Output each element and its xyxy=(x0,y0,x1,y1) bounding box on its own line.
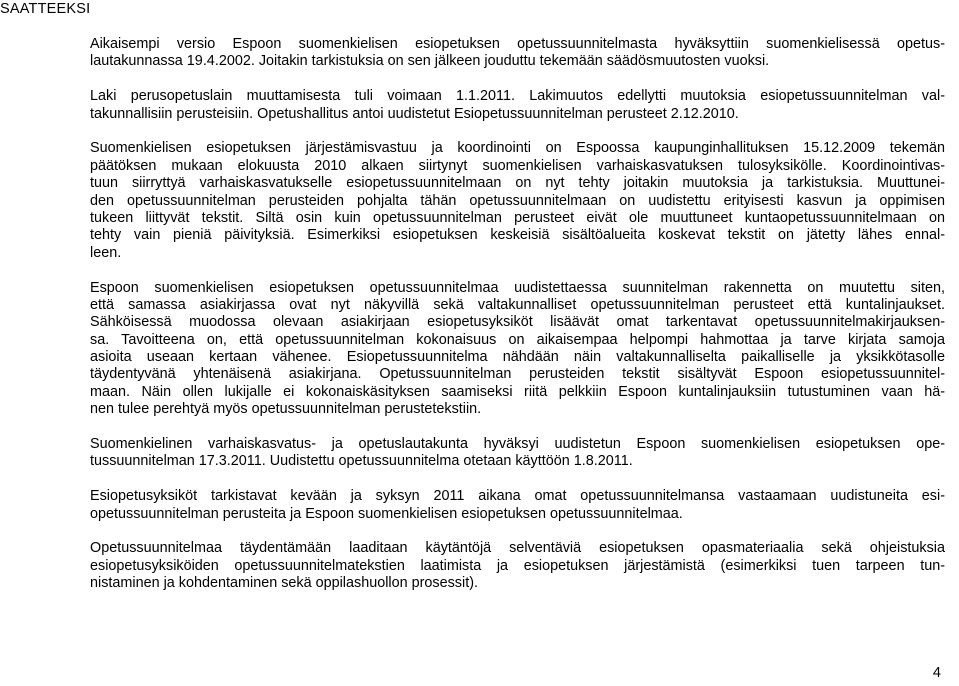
text-line: den opetussuunnitelman perusteiden pohjalta tähän opetussuunnitelmaan on uudistettu erityisesti kasvun ja oppimisen xyxy=(90,192,945,209)
text-line: Suomenkielisen esiopetuksen järjestämisvastuu ja koordinointi on Espoossa kaupunginhallituksen 15.12.2009 tekemän xyxy=(90,140,945,157)
text-line: täydentyvänä yhtenäisenä asiakirjana. Opetussuunnitelman perusteiden tekstit sisältyvät Espoon esiopetussuunnitel- xyxy=(90,366,945,383)
text-line: tussuunnitelman 17.3.2011. Uudistettu opetussuunnitelma otetaan käyttöön 1.8.2011. xyxy=(90,453,633,470)
text-line: Sähköisessä muodossa olevaan asiakirjaan esiopetusyksiköt lisäävät omat tarkentavat opetussuunnitelmakirjauksen- xyxy=(90,314,945,331)
paragraph xyxy=(90,436,945,471)
text-line: nistaminen ja kohdentaminen sekä oppilashuollon prosessit). xyxy=(90,575,478,592)
paragraph xyxy=(90,140,945,262)
text-line: tukeen liittyvät tekstit. Siltä osin kuin opetussuunnitelman perusteet eivät ole muuttuneet kuntaopetussuunnitelmaan on xyxy=(90,209,945,226)
text-line: Espoon suomenkielisen esiopetuksen opetussuunnitelmaa uudistettaessa suunnitelman rakennetta on muutettu siten, xyxy=(90,279,945,296)
text-line: nen tulee perehtyä myös opetussuunnitelman perustetekstiin. xyxy=(90,401,482,418)
text-line: lautakunnassa 19.4.2002. Joitakin tarkistuksia on sen jälkeen jouduttu tekemään säädösmuutosten vuoksi. xyxy=(90,53,770,70)
document-body xyxy=(90,36,945,610)
text-line: takunnallisiin perusteisiin. Opetushallitus antoi uudistetut Esiopetussuunnitelman perusteet 2.12.2010. xyxy=(90,105,739,122)
section-heading: SAATTEEKSI xyxy=(0,1,91,17)
paragraph xyxy=(90,280,945,419)
paragraph xyxy=(90,88,945,123)
paragraph xyxy=(90,540,945,592)
text-line: Suomenkielinen varhaiskasvatus- ja opetuslautakunta hyväksyi uudistetun Espoon suomenkielisen esiopetuksen ope- xyxy=(90,436,945,453)
page-number: 4 xyxy=(932,665,941,681)
text-line: esiopetusyksiköiden opetussuunnitelmatekstien laatimista ja esiopetuksen järjestämistä (esimerkiksi tuen tarpeen tun- xyxy=(90,557,945,574)
text-line: opetussuunnitelman perusteita ja Espoon suomenkielisen esiopetuksen opetussuunnitelmaa. xyxy=(90,505,683,522)
text-line: Laki perusopetuslain muuttamisesta tuli voimaan 1.1.2011. Lakimuutos edellytti muutoksia esiopetussuunnitelman val- xyxy=(90,88,945,105)
text-line: Esiopetusyksiköt tarkistavat kevään ja syksyn 2011 aikana omat opetussuunnitelmansa vastaamaan uudistuneita esi- xyxy=(90,488,945,505)
text-line: maan. Näin ollen lukijalle ei kokonaiskäsityksen saamiseksi riitä pelkkiin Espoon kuntalinjauksiin tutustuminen vaan hä- xyxy=(90,383,945,400)
text-line: Aikaisempi versio Espoon suomenkielisen esiopetuksen opetussuunnitelmasta hyväksyttiin suomenkielisessä opetus- xyxy=(90,36,945,52)
text-line: että samassa asiakirjassa ovat nyt näkyvillä sekä valtakunnalliset opetussuunnitelman perusteet että kuntalinjaukset. xyxy=(90,296,945,313)
text-line: sa. Tavoitteena on, että opetussuunnitelman kokonaisuus on aikaisempaa helpompi hahmottaa ja tarve kirjata samoja xyxy=(90,331,945,348)
text-line: Opetussuunnitelmaa täydentämään laaditaan käytäntöjä selventäviä esiopetuksen opasmateriaalia sekä ohjeistuksia xyxy=(90,540,945,557)
text-line: tuun siirryttyä varhaiskasvatukselle esiopetussuunnitelmaan on nyt tehty joitakin muutoksia ja tarkistuksia. Muuttunei- xyxy=(90,175,945,192)
text-line: leen. xyxy=(90,244,122,261)
text-line: päätöksen mukaan elokuusta 2010 alkaen siirtynyt suomenkielisen varhaiskasvatuksen tulosyksikölle. Koordinointivas- xyxy=(90,157,945,174)
text-line: tehty vain pieniä päivityksiä. Esimerkiksi esiopetuksen keskeisiä sisältöalueita koskevat tekstit on jätetty lähes ennal- xyxy=(90,227,945,244)
paragraph xyxy=(90,488,945,523)
text-line: asioita useaan kertaan vähenee. Esiopetussuunnitelma nähdään näin valtakunnalliselta paikalliselle ja yksikkötasolle xyxy=(90,349,945,366)
paragraph xyxy=(90,36,945,71)
